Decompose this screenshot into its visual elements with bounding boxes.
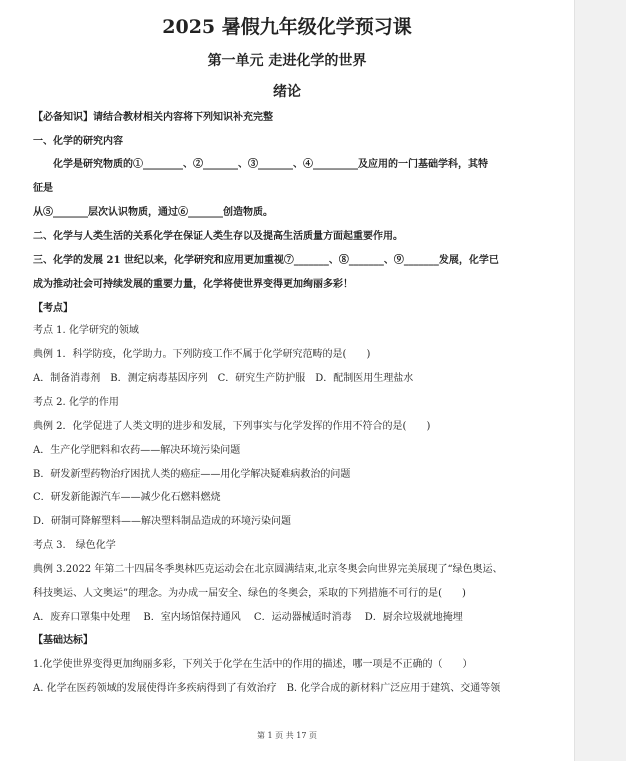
vertical-scrollbar[interactable] — [574, 0, 626, 761]
example-2-option-c: C．研发新能源汽车——减少化石燃料燃烧 — [33, 492, 221, 503]
example-2-question: 典例 2．化学促进了人类文明的进步和发展，下列事实与化学发挥的作用不符合的是( ) — [33, 421, 431, 432]
essential-knowledge-heading: 【必备知识】请结合教材相关内容将下列知识补充完整 — [33, 112, 273, 123]
page-footer: 第 1 页 共 17 页 — [257, 731, 317, 740]
example-3-options: A．废弃口罩集中处理 B．室内场馆保持通风 C．运动器械适时消毒 D．厨余垃圾就地掩埋 — [33, 612, 463, 623]
example-3-question-cont: 科技奥运、人文奥运”的理念。为办成一届安全、绿色的冬奥会，采取的下列措施不可行的是( ) — [33, 588, 466, 599]
key-point-1: 考点 1. 化学研究的领域 — [33, 325, 139, 336]
paragraph-line: 成为推动社会可持续发展的重要力量，化学将使世界变得更加绚丽多彩！ — [33, 279, 353, 290]
document-title: 2025 暑假九年级化学预习课 — [162, 16, 412, 38]
paragraph-line: 征是 — [33, 183, 53, 194]
heading-chemistry-and-life: 二、化学与人类生活的关系化学在保证人类生存以及提高生活质量方面起重要作用。 — [33, 231, 403, 242]
key-point-3: 考点 3. 绿色化学 — [33, 540, 116, 551]
paragraph-line: 从⑤_______层次认识物质，通过⑥_______创造物质。 — [33, 207, 273, 218]
key-points-heading: 【考点】 — [33, 303, 73, 314]
example-1-question: 典例 1．科学防疫，化学助力。下列防疫工作不属于化学研究范畴的是( ) — [33, 349, 371, 360]
example-2-option-d: D．研制可降解塑料——解决塑料制品造成的环境污染问题 — [33, 516, 292, 527]
example-1-options: A．制备消毒剂 B．测定病毒基因序列 C．研究生产防护服 D．配制医用生理盐水 — [33, 373, 414, 384]
example-2-option-b: B．研发新型药物治疗困扰人类的癌症——用化学解决疑难病救治的问题 — [33, 469, 351, 480]
basic-practice-heading: 【基础达标】 — [33, 635, 93, 646]
key-point-2: 考点 2. 化学的作用 — [33, 397, 119, 408]
heading-research-content: 一、化学的研究内容 — [33, 136, 123, 147]
example-2-option-a: A．生产化学肥料和农药——解决环境污染问题 — [33, 445, 241, 456]
unit-title: 第一单元 走进化学的世界 — [207, 53, 367, 69]
heading-chemistry-development: 三、化学的发展 21 世纪以来，化学研究和应用更加重视⑦_______、⑧_______、⑨_______发展，化学已 — [33, 255, 499, 266]
practice-1-options: A. 化学在医药领域的发展使得许多疾病得到了有效治疗 B. 化学合成的新材料广泛应用于建筑、交通等领 — [33, 683, 501, 694]
section-title: 绪论 — [273, 84, 301, 100]
example-3-question: 典例 3.2022 年第二十四届冬季奥林匹克运动会在北京圆满结束,北京冬奥会向世界完美展现了“绿色奥运、 — [33, 564, 503, 575]
practice-1-question: 1.化学使世界变得更加绚丽多彩，下列关于化学在生活中的作用的描述，哪一项是不正确的（ ） — [33, 659, 473, 670]
paragraph-line: 化学是研究物质的①________、②_______、③_______、④_________及应用的一门基础学科，其特 — [33, 159, 488, 170]
